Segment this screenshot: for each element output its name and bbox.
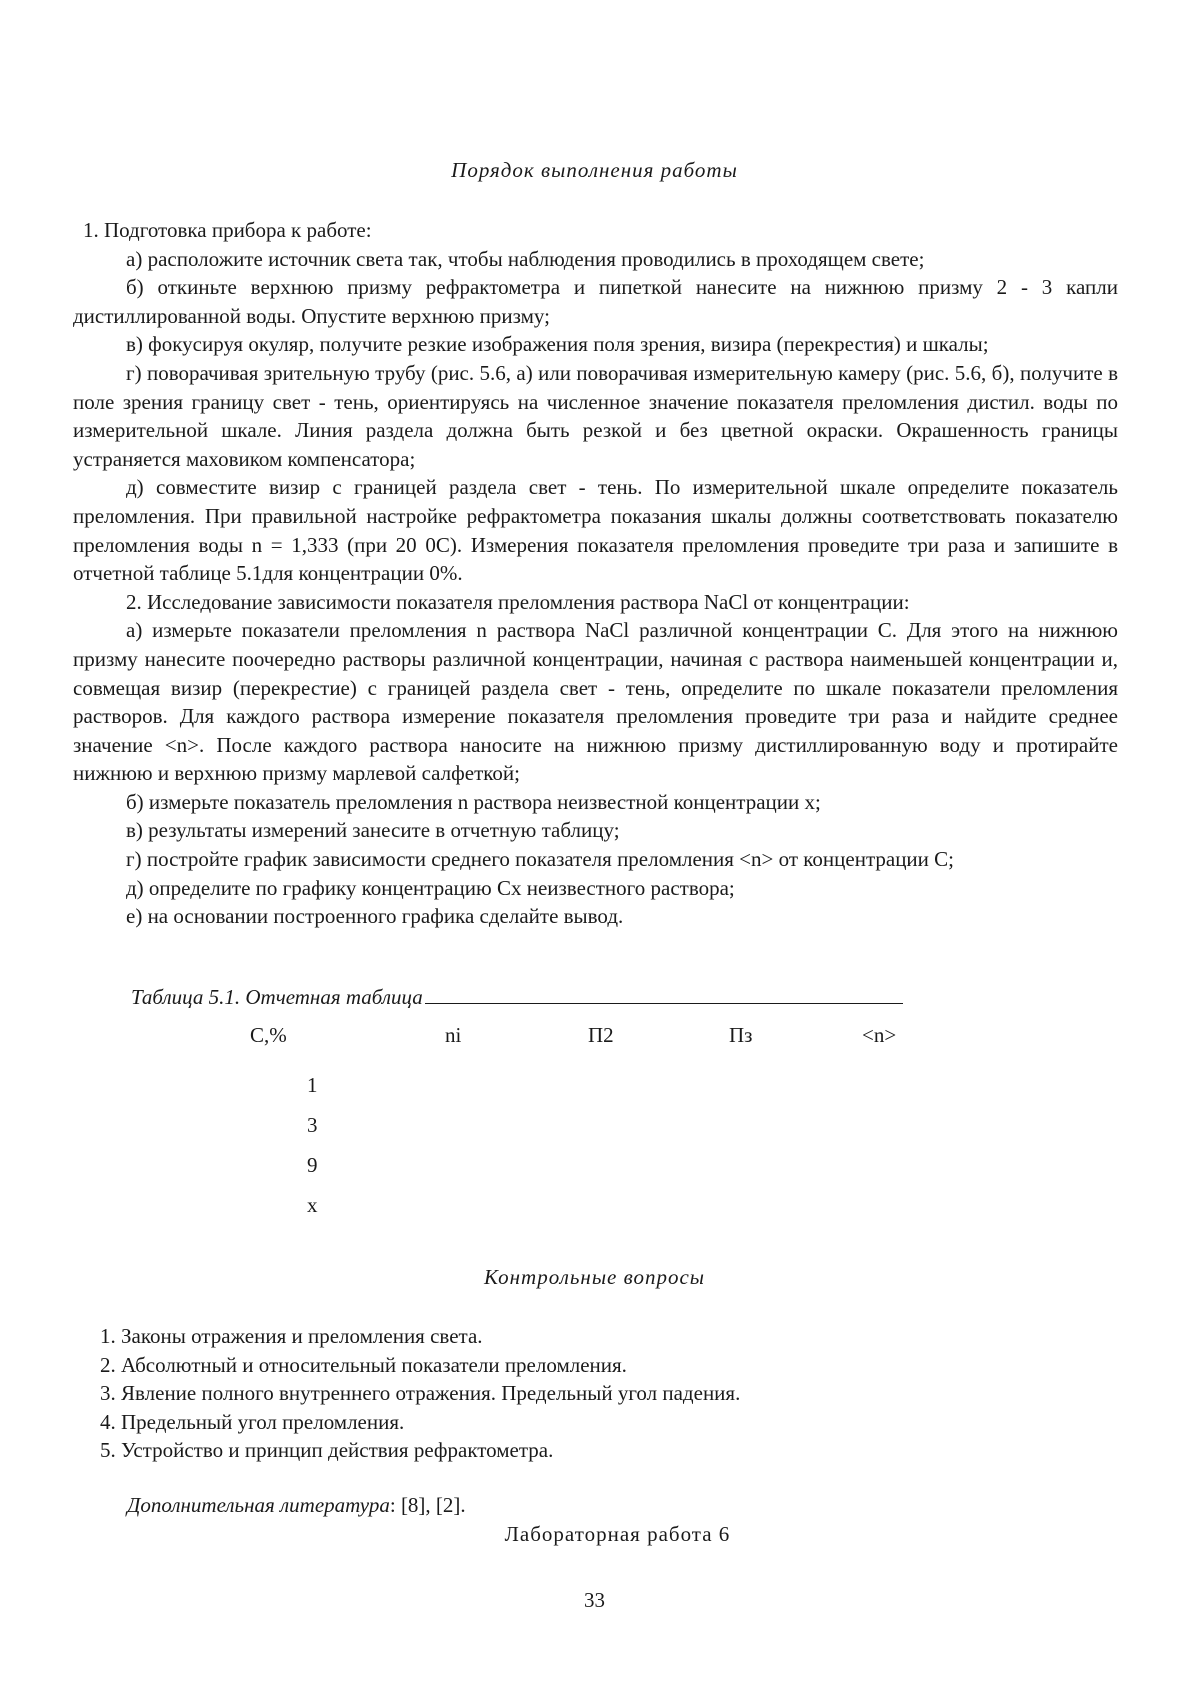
literature-label: Дополнительная литература: [127, 1493, 390, 1517]
step-1a: а) расположите источник света так, чтобы наблюдения проводились в проходящем свете;: [126, 246, 925, 271]
literature-line: [127, 1493, 466, 1518]
step-1d: г) поворачивая зрительную трубу (рис. 5.6, а) или поворачивая измерительную камеру (рис. 5.6, б), получите в поле зрения границу свет - тень, ориентируясь на численное значение показателя преломления дистил. воды по измерительной шкале. Линия раздела должна быть резкой и без цветной окраски. Окрашенность границы устраняется маховиком компенсатора;: [73, 360, 1118, 471]
table-header-n3: Пз: [729, 1023, 753, 1047]
step-2e: д) определите по графику концентрацию Сх неизвестного раствора;: [126, 875, 735, 900]
questions-list: [100, 1322, 740, 1465]
step-1c: в) фокусируя окуляр, получите резкие изображения поля зрения, визира (перекрестия) и шкалы;: [126, 332, 989, 357]
table-header-concentration: С,%: [250, 1023, 287, 1047]
table-caption: [131, 985, 903, 1010]
question-3: 3. Явление полного внутреннего отражения. Предельный угол падения.: [100, 1381, 741, 1406]
step-2a: а) измерьте показатели преломления n раствора NaCl различной концентрации С. Для этого на нижнюю призму нанесите поочередно растворы различной концентрации, начиная с раствора наименьшей концентрации и, совмещая визир (перекрестие) с границей раздела свет - тень, определите по шкале показатели преломления растворов. Для каждого раствора измерение показателя преломления проведите три раза и найдите среднее значение <n>. После каждого раствора наносите на нижнюю призму дистиллированную воду и протирайте нижнюю и верхнюю призму марлевой салфеткой;: [73, 618, 1118, 786]
page-number: 33: [584, 1588, 605, 1612]
table-header-mean-n: <n>: [862, 1023, 897, 1047]
table-caption-text: Таблица 5.1. Отчетная таблица: [131, 985, 423, 1009]
table-header-n2: П2: [588, 1023, 614, 1047]
procedure-heading: Порядок выполнения работы: [451, 158, 738, 182]
table-row-3: 9: [307, 1153, 318, 1177]
questions-heading: Контрольные вопросы: [483, 1265, 705, 1289]
question-2: 2. Абсолютный и относительный показатели преломления.: [100, 1352, 627, 1377]
step-1b: б) откиньте верхнюю призму рефрактометра и пипеткой нанесите на нижнюю призму 2 - 3 капли дистиллированной воды. Опустите верхнюю призму;: [73, 275, 1118, 328]
literature-refs: : [8], [2].: [389, 1493, 466, 1517]
step-2b: б) измерьте показатель преломления n раствора неизвестной концентрации х;: [126, 789, 821, 814]
step-2c: в) результаты измерений занесите в отчетную таблицу;: [126, 818, 620, 843]
step-2d: г) постройте график зависимости среднего показателя преломления <n> от концентрации С;: [126, 847, 955, 872]
table-row-4: х: [307, 1193, 318, 1217]
step-2-title: 2. Исследование зависимости показателя преломления раствора NaCl от концентрации:: [126, 589, 910, 614]
question-1: 1. Законы отражения и преломления света.: [100, 1324, 483, 1348]
table-row-2: 3: [307, 1113, 318, 1137]
step-1-title: 1. Подготовка прибора к работе:: [83, 218, 372, 242]
question-5: 5. Устройство и принцип действия рефрактометра.: [100, 1438, 554, 1463]
next-lab-title: Лабораторная работа 6: [504, 1522, 731, 1546]
procedure-text: [73, 216, 1118, 931]
step-1e: д) совместите визир с границей раздела свет - тень. По измерительной шкале определите показатель преломления. При правильной настройке рефрактометра показания шкалы должны соответствовать показателю преломления воды n = 1,333 (при 20 0С). Измерения показателя преломления проведите три раза и запишите в отчетной таблице 5.1для концентрации 0%.: [73, 475, 1118, 586]
table-row-1: 1: [307, 1073, 318, 1097]
table-header-n1: ni: [445, 1023, 462, 1047]
step-2f: е) на основании построенного графика сделайте вывод.: [126, 904, 624, 929]
caption-underline: [425, 1002, 903, 1004]
question-4: 4. Предельный угол преломления.: [100, 1409, 405, 1434]
